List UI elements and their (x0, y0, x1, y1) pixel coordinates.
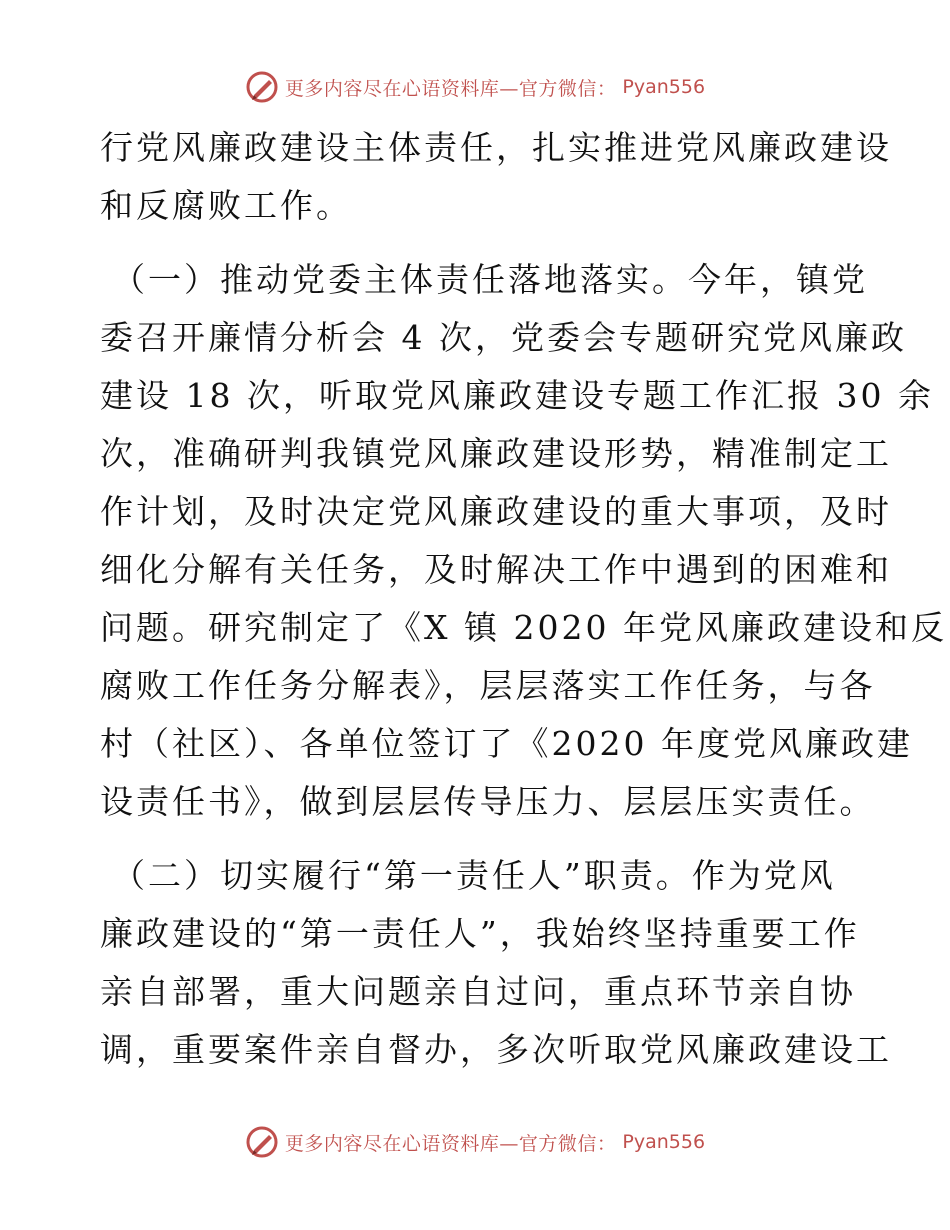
text-line: 腐败工作任务分解表》，层层落实工作任务，与各 (100, 666, 876, 705)
text-line: 廉政建设的“第一责任人”，我始终坚持重要工作 (100, 914, 860, 953)
text-line: 建设 18 次，听取党风廉政建设专题工作汇报 30 余 (100, 376, 934, 415)
text-line: 问题。研究制定了《X 镇 2020 年党风廉政建设和反 (100, 608, 947, 647)
watermark-wechat-id: Pyan556 (622, 1131, 706, 1153)
text-line: 委召开廉情分析会 4 次，党委会专题研究党风廉政 (100, 318, 907, 357)
text-line: 细化分解有关任务，及时解决工作中遇到的困难和 (100, 550, 892, 589)
text-line: 村（社区）、各单位签订了《2020 年度党风廉政建 (100, 724, 913, 763)
text-line: 和反腐败工作。 (100, 186, 352, 225)
watermark-text: 更多内容尽在心语资料库—官方微信： (284, 77, 617, 100)
text-line: （二）切实履行“第一责任人”职责。作为党风 (112, 856, 836, 895)
text-line: 亲自部署，重大问题亲自过问，重点环节亲自协 (100, 972, 856, 1011)
text-line: 设责任书》，做到层层传导压力、层层压实责任。 (100, 782, 876, 821)
pen-circle-logo-icon (245, 1125, 279, 1159)
header-watermark (0, 70, 950, 104)
text-line: （一）推动党委主体责任落地落实。今年，镇党 (112, 260, 868, 299)
text-line: 调，重要案件亲自督办，多次听取党风廉政建设工 (100, 1030, 892, 1069)
footer-watermark (0, 1125, 950, 1159)
watermark-wechat-id: Pyan556 (622, 76, 706, 98)
text-line: 行党风廉政建设主体责任，扎实推进党风廉政建设 (100, 128, 892, 167)
watermark-text: 更多内容尽在心语资料库—官方微信： (284, 1132, 617, 1155)
text-line: 次，准确研判我镇党风廉政建设形势，精准制定工 (100, 434, 892, 473)
text-line: 作计划，及时决定党风廉政建设的重大事项，及时 (100, 492, 892, 531)
pen-circle-logo-icon (245, 70, 279, 104)
